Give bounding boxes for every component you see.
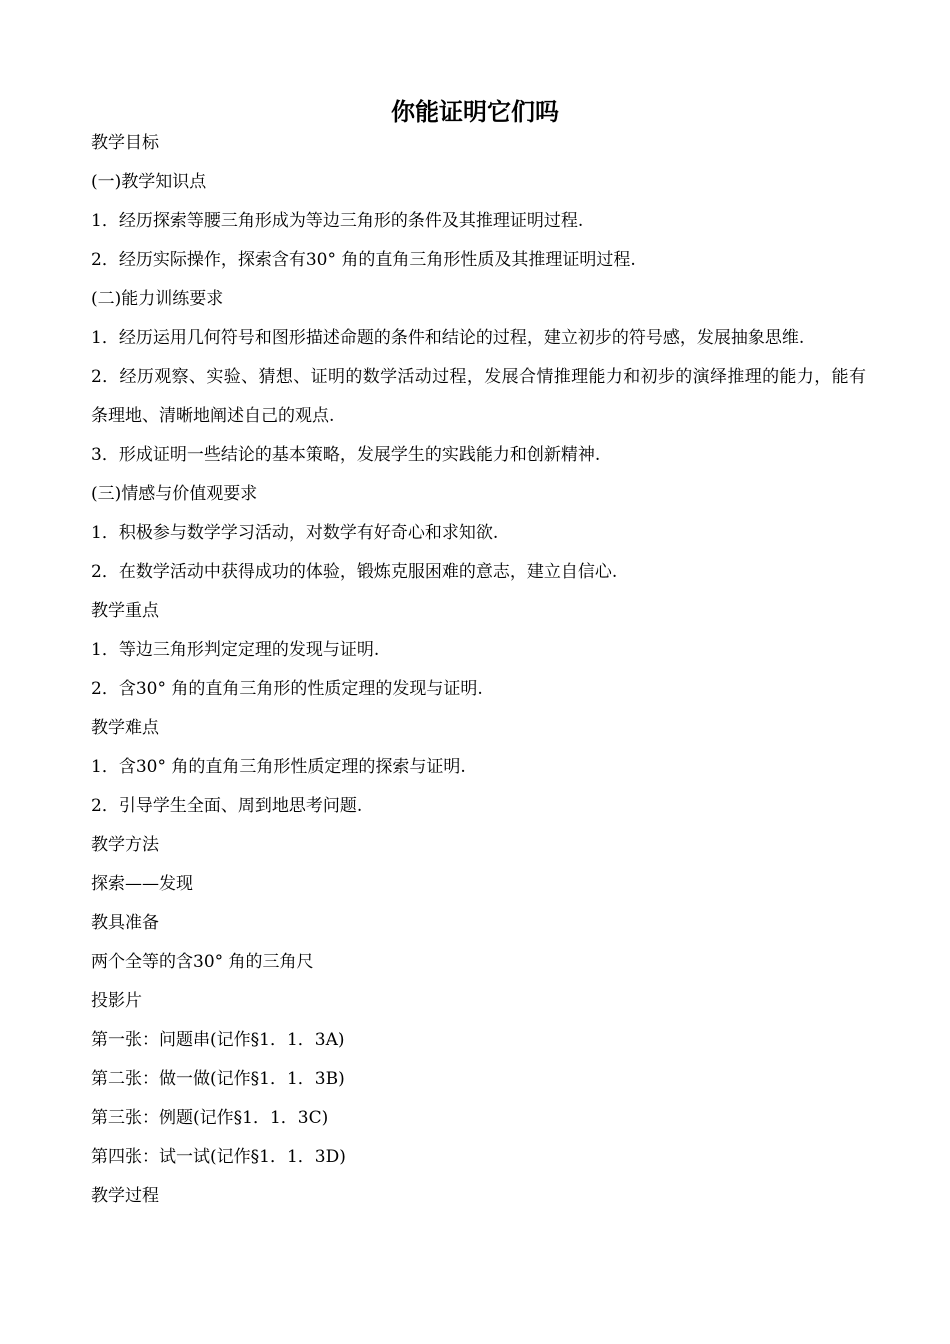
subsection-heading: (三)情感与价值观要求	[91, 484, 258, 504]
section-heading: 教学过程	[91, 1186, 159, 1206]
list-item: 第二张：做一做(记作§1．1．3B)	[91, 1069, 345, 1089]
list-item: 2．在数学活动中获得成功的体验，锻炼克服困难的意志，建立自信心.	[91, 562, 618, 582]
section-heading: 教学目标	[91, 133, 159, 153]
list-item: 2．经历实际操作，探索含有30° 角的直角三角形性质及其推理证明过程.	[91, 250, 636, 270]
section-heading: 教学重点	[91, 601, 159, 621]
list-item: 3．形成证明一些结论的基本策略，发展学生的实践能力和创新精神.	[91, 445, 601, 465]
section-heading: 教具准备	[91, 913, 159, 933]
list-item: 第一张：问题串(记作§1．1．3A)	[91, 1030, 345, 1050]
body-text: 探索——发现	[91, 874, 193, 894]
body-text: 两个全等的含30° 角的三角尺	[91, 952, 314, 972]
list-item: 1．等边三角形判定定理的发现与证明.	[91, 640, 380, 660]
document-title: 你能证明它们吗	[391, 98, 559, 126]
list-item: 第三张：例题(记作§1．1．3C)	[91, 1108, 329, 1128]
section-heading: 教学方法	[91, 835, 159, 855]
list-item: 1．含30° 角的直角三角形性质定理的探索与证明.	[91, 757, 466, 777]
list-item: 第四张：试一试(记作§1．1．3D)	[91, 1147, 346, 1167]
list-item: 1．积极参与数学学习活动，对数学有好奇心和求知欲.	[91, 523, 499, 543]
section-heading: 教学难点	[91, 718, 159, 738]
list-item: 2．含30° 角的直角三角形的性质定理的发现与证明.	[91, 679, 483, 699]
list-item: 2．经历观察、实验、猜想、证明的数学活动过程，发展合情推理能力和初步的演绎推理的能力，能有条理地、清晰地阐述自己的观点.	[91, 367, 866, 426]
subsection-heading: (二)能力训练要求	[91, 289, 224, 309]
list-item: 1．经历探索等腰三角形成为等边三角形的条件及其推理证明过程.	[91, 211, 584, 231]
list-item: 2．引导学生全面、周到地思考问题.	[91, 796, 363, 816]
list-item: 1．经历运用几何符号和图形描述命题的条件和结论的过程，建立初步的符号感，发展抽象思维.	[91, 328, 805, 348]
body-text: 投影片	[91, 991, 142, 1011]
subsection-heading: (一)教学知识点	[91, 172, 207, 192]
document-body	[91, 124, 866, 1216]
